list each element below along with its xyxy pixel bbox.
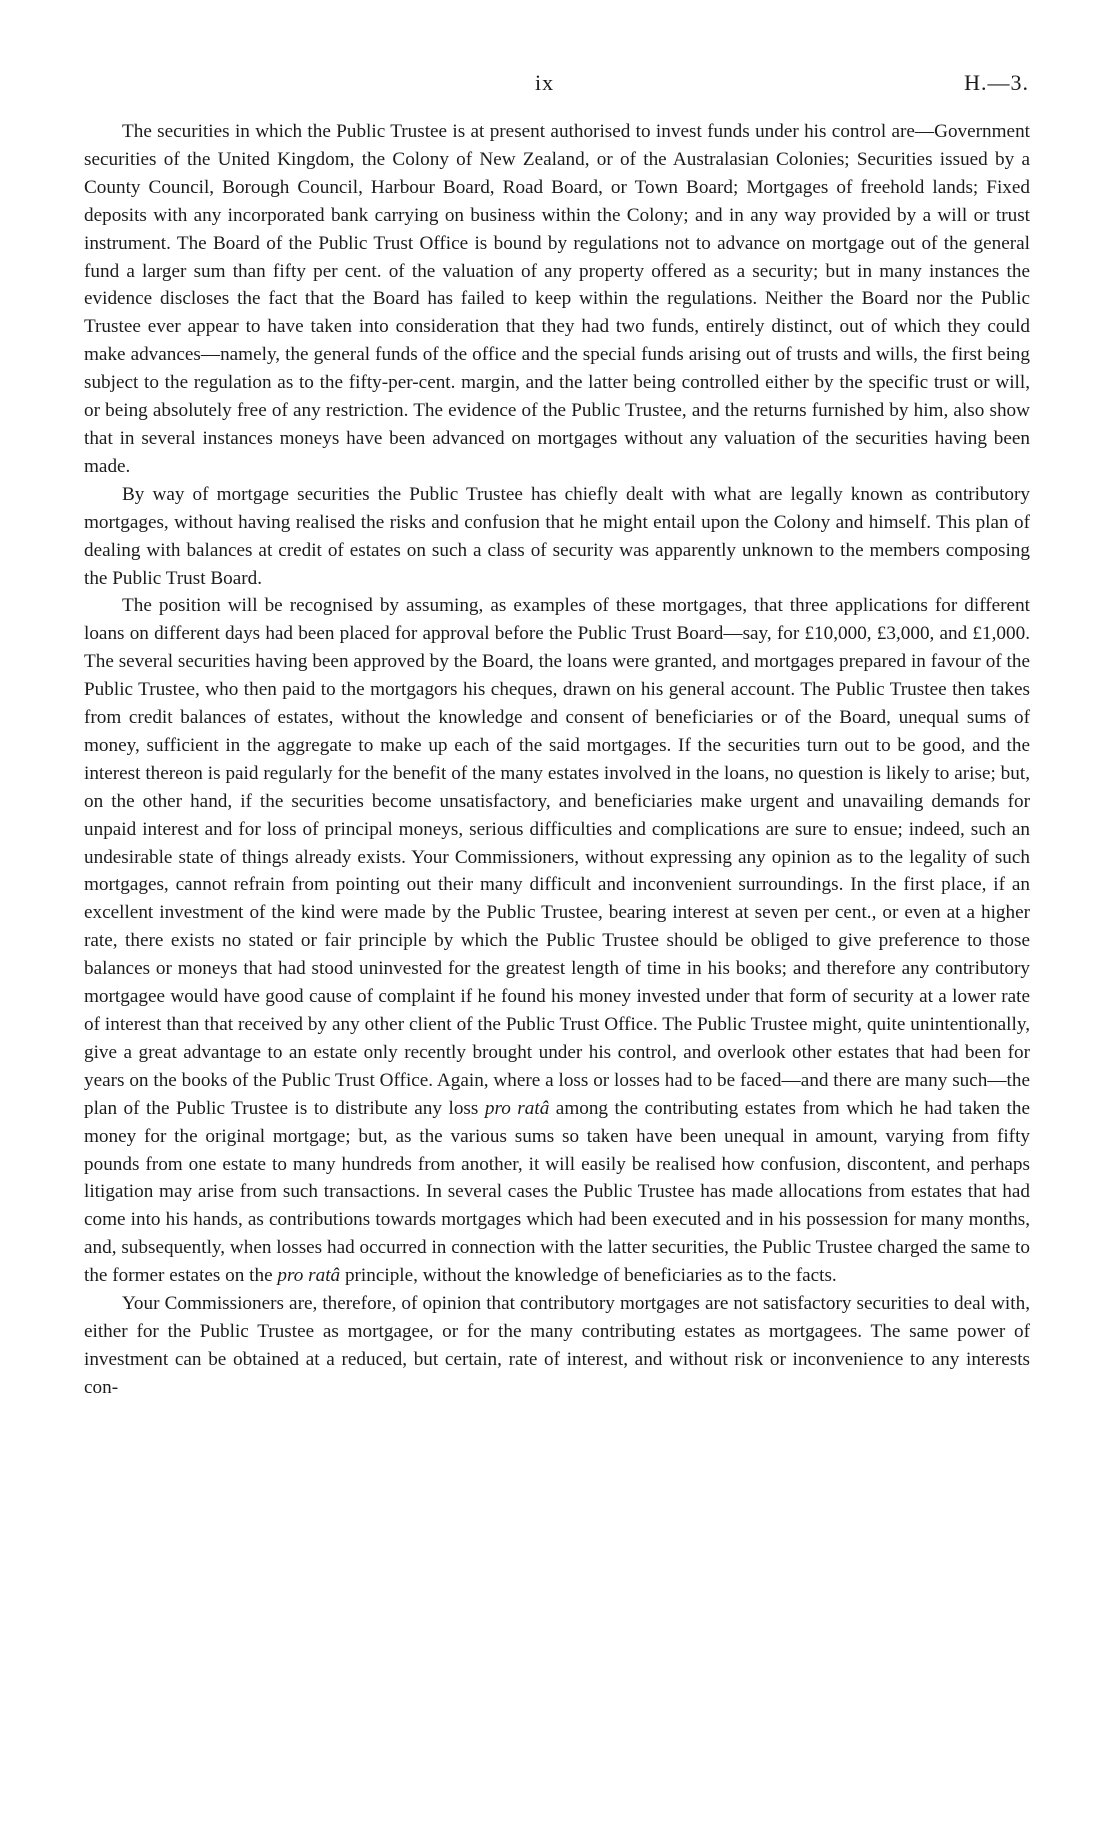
paragraph-text: The position will be recognised by assuming, as examples of these mortgages, that three applications for different loans on different days had been placed for approval before the Public Trust Board—say, for £10,000, £3,000, and £1,000. The several securities having been approved by the Board, the loans were granted, and mortgages prepared in favour of the Public Trustee, who then paid to the mortgagors his cheques, drawn on his general account. The Public Trustee then takes from credit balances of estates, without the knowledge and consent of beneficiaries or of the Board, unequal sums of money, sufficient in the aggregate to make up each of the said mortgages. If the securities turn out to be good, and the interest thereon is paid regularly for the benefit of the many estates involved in the loans, no question is likely to arise; but, on the other hand, if the securities become unsatisfactory, and beneficiaries make urgent and unavailing demands for unpaid interest and for loss of principal moneys, serious difficulties and complications are sure to ensue; indeed, such an undesirable state of things already exists. Your Commissioners, without expressing any opinion as to the legality of such mortgages, cannot refrain from pointing out their many difficult and inconvenient surroundings. In the first place, if an excellent investment of the kind were made by the Public Trustee, bearing interest at seven per cent., or even at a higher rate, there exists no stated or fair principle by which the Public Trustee should be obliged to give preference to those balances or moneys that had stood uninvested for the greatest length of time in his books; and therefore any contributory mortgagee would have good cause of complaint if he found his money invested under that form of security at a lower rate of interest than that received by any other client of the Public Trust Office. The Public Trustee might, quite unintentionally, give a great advantage to an estate only recently brought under his control, and overlook other estates that had been for years on the books of the Public Trust Office. Again, where a loss or losses had to be faced—and there are many such—the plan of the Public Trustee is to distribute any loss (84, 595, 1030, 1119)
paragraph-text: principle, without the knowledge of beneficiaries as to the facts. (340, 1265, 837, 1287)
paragraph-text: The securities in which the Public Trustee is at present authorised to invest funds under his control are—Government securities of the United Kingdom, the Colony of New Zealand, or of the Australasian Colonies; Securities issued by a County Council, Borough Council, Harbour Board, Road Board, or Town Board; Mortgages of freehold lands; Fixed deposits with any incorporated bank carrying on business within the Colony; and in any way provided by a will or trust instrument. The Board of the Public Trust Office is bound by regulations not to advance on mortgage out of the general fund a larger sum than fifty per cent. of the valuation of any property offered as a security; but in many instances the evidence discloses the fact that the Board has failed to keep within the regulations. Neither the Board nor the Public Trustee ever appear to have taken into consideration that they had two funds, entirely distinct, out of which they could make advances—namely, the general funds of the office and the special funds arising out of trusts and wills, the first being subject to the regulation as to the fifty-per-cent. margin, and the latter being controlled either by the specific trust or will, or being absolutely free of any restriction. The evidence of the Public Trustee, and the returns furnished by him, also show that in several instances moneys have been advanced on mortgages without any valuation of the securities having been made. (84, 121, 1030, 477)
italic-term: pro ratâ (277, 1265, 341, 1287)
paragraph-contributory-mortgages (84, 481, 1030, 593)
paragraph-text: among the contributing estates from which he had taken the money for the original mortgage; but, as the various sums so taken have been unequal in amount, varying from fifty pounds from one estate to many hundreds from another, it will easily be realised how confusion, discontent, and perhaps litigation may arise from such transactions. In several cases the Public Trustee has made allocations from estates that had come into his hands, as contributions towards mortgages which had been executed and in his possession for many months, and, subsequently, when losses had occurred in connection with the latter securities, the Public Trustee charged the same to the former estates on the (84, 1097, 1030, 1287)
paragraph-securities (84, 118, 1030, 481)
paragraph-commissioners-opinion (84, 1290, 1030, 1402)
paragraph-text: Your Commissioners are, therefore, of opinion that contributory mortgages are not satisfactory securities to deal with, either for the Public Trustee as mortgagee, or for the many contributing estates as mortgagees. The same power of investment can be obtained at a reduced, but certain, rate of interest, and without risk or inconvenience to any interests con- (84, 1293, 1030, 1398)
document-reference: H.—3. (964, 70, 1029, 95)
paragraph-position-example (84, 592, 1030, 1290)
italic-term: pro ratâ (484, 1097, 550, 1119)
page-number: ix (535, 70, 555, 95)
paragraph-text: By way of mortgage securities the Public Trustee has chiefly dealt with what are legally known as contributory mortgages, without having realised the risks and confusion that he might entail upon the Colony and himself. This plan of dealing with balances at credit of estates on such a class of security was apparently unknown to the members composing the Public Trust Board. (84, 483, 1030, 589)
body-text (84, 118, 1030, 1402)
